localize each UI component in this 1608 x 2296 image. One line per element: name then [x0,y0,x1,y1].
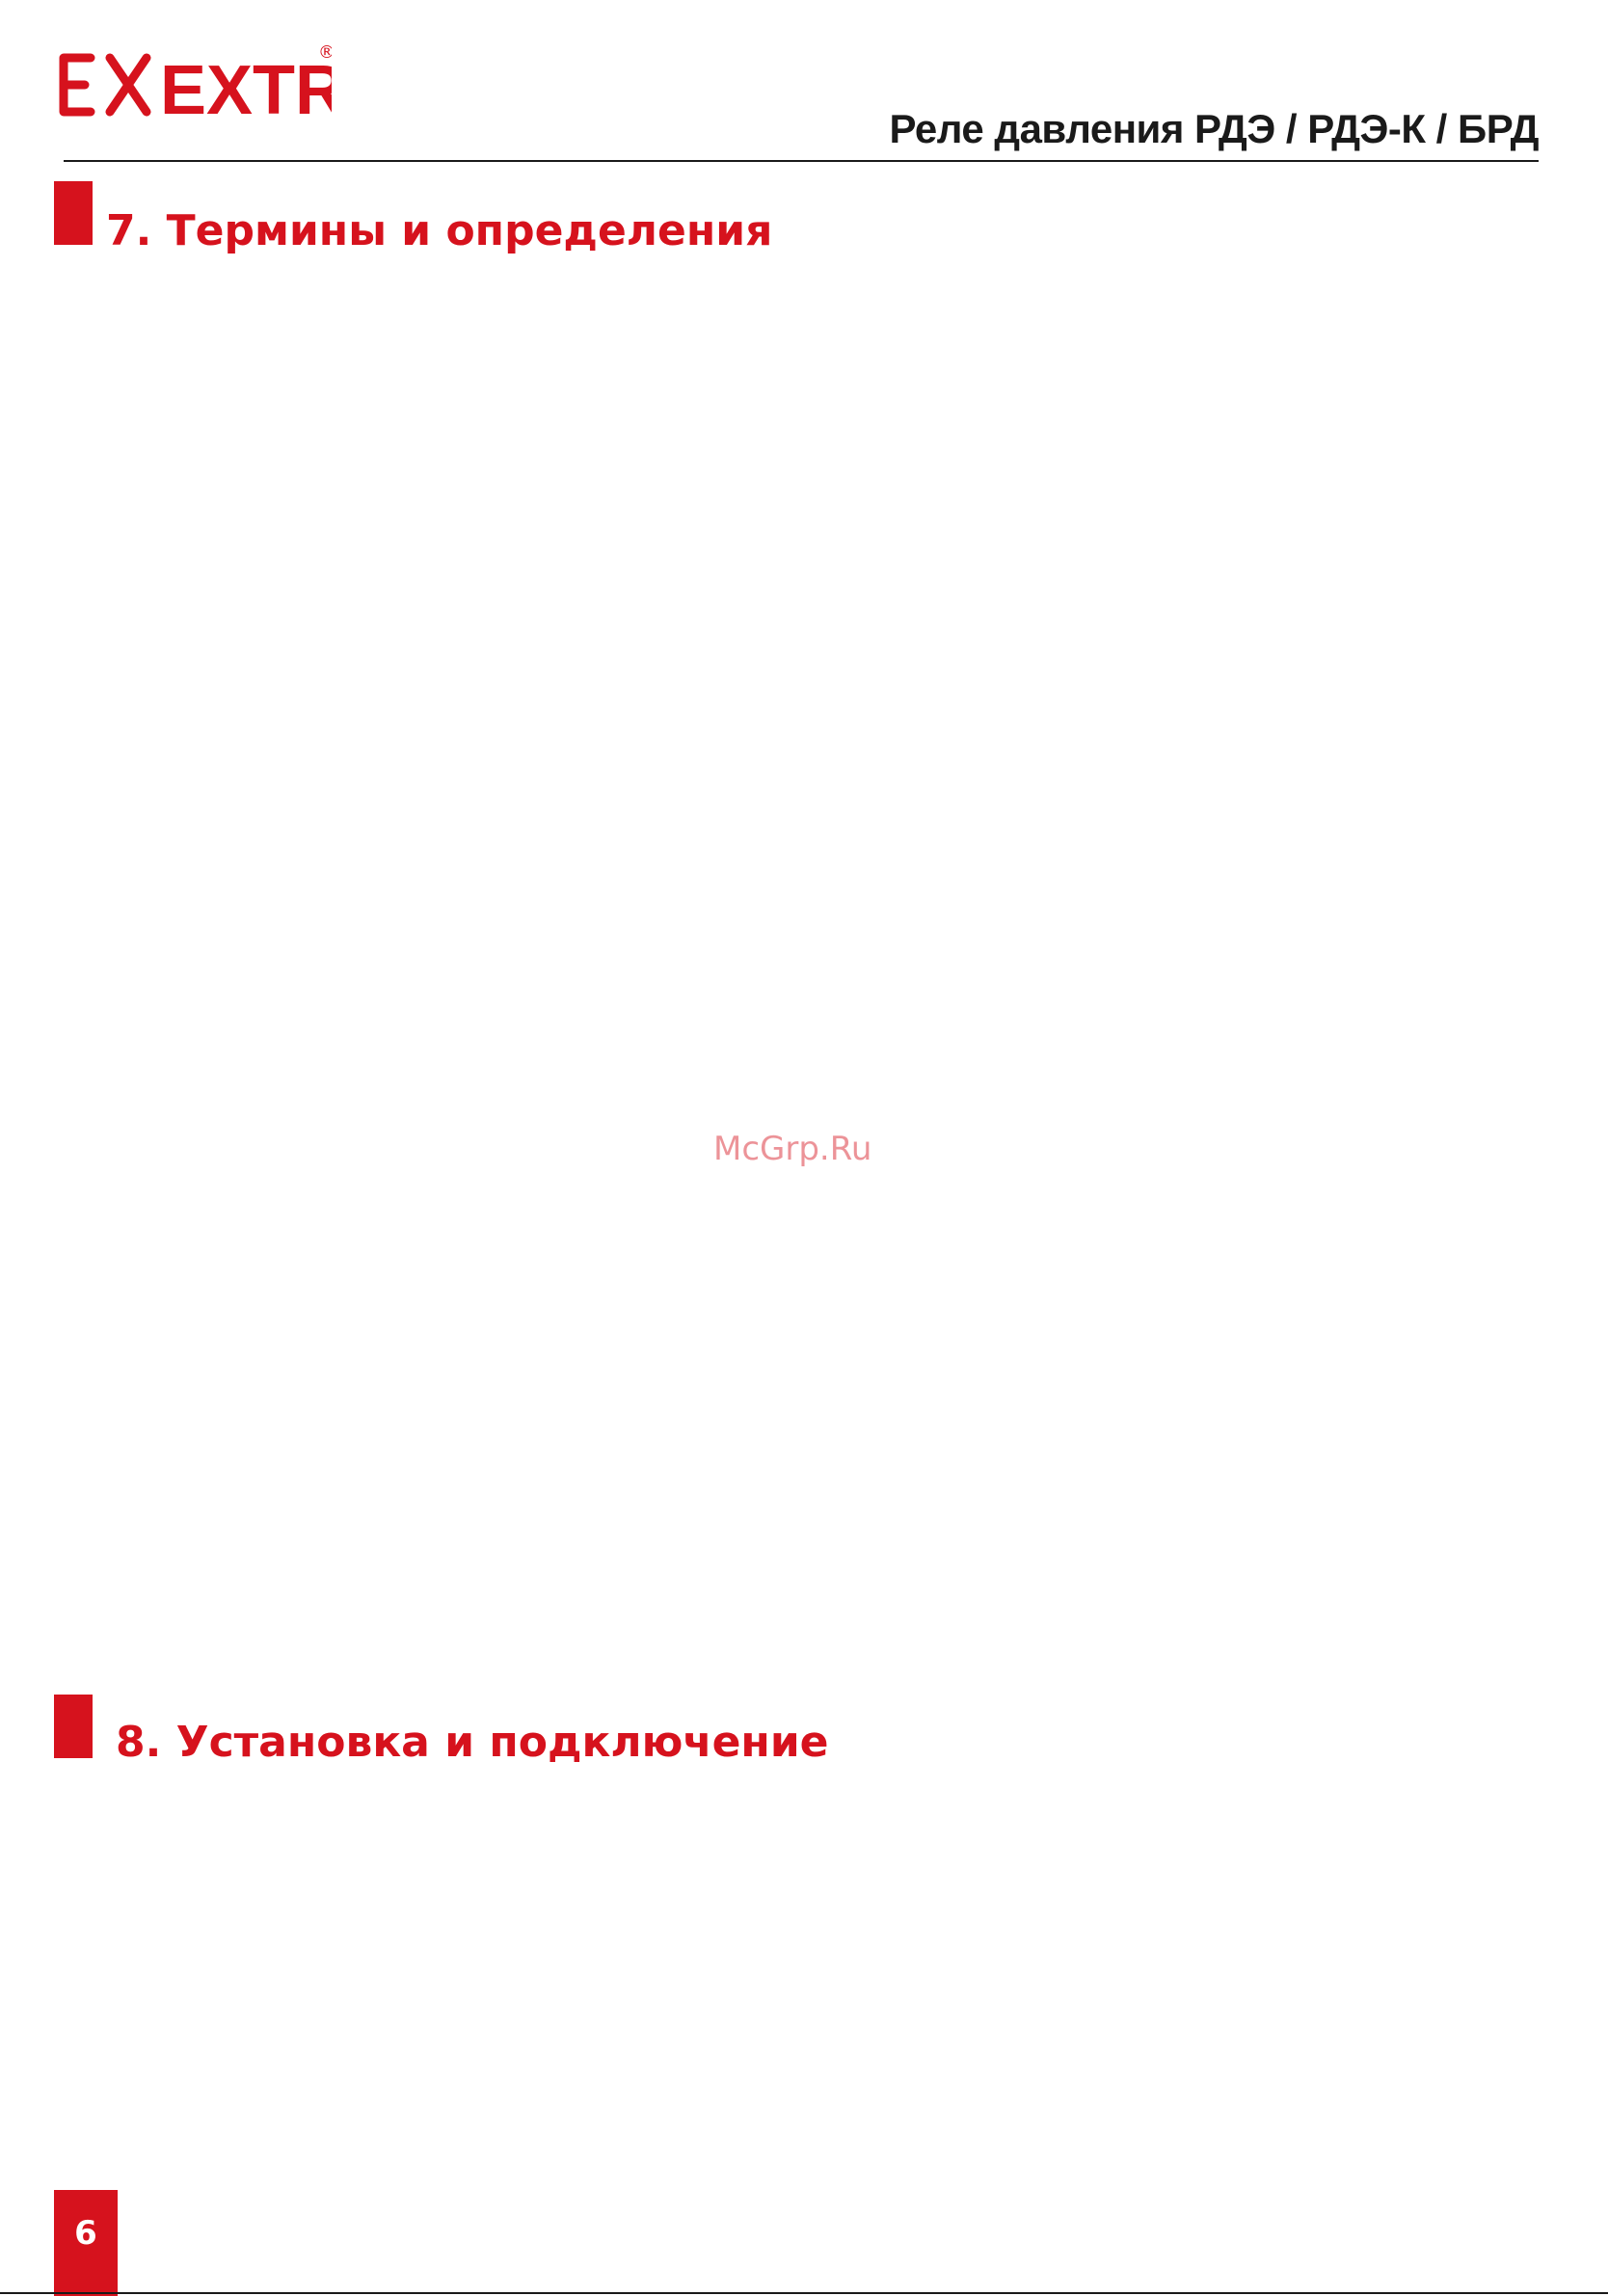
watermark: McGrp.Ru [713,1130,872,1168]
document-title: Реле давления РДЭ / РДЭ-К / БРД [889,106,1539,151]
section-8-marker [54,1695,93,1758]
section-8-title: 8. Установка и подключение [116,1718,829,1767]
extra-logo-icon [52,37,332,128]
registered-mark: ® [318,42,332,63]
header-divider [64,160,1539,162]
footer-divider [0,2292,1608,2294]
section-7-title: 7. Термины и определения [106,206,773,255]
section-7-marker [54,181,93,245]
page-number: 6 [54,2190,118,2296]
logo-wordmark: EXTR [160,52,332,128]
brand-logo [52,37,332,128]
